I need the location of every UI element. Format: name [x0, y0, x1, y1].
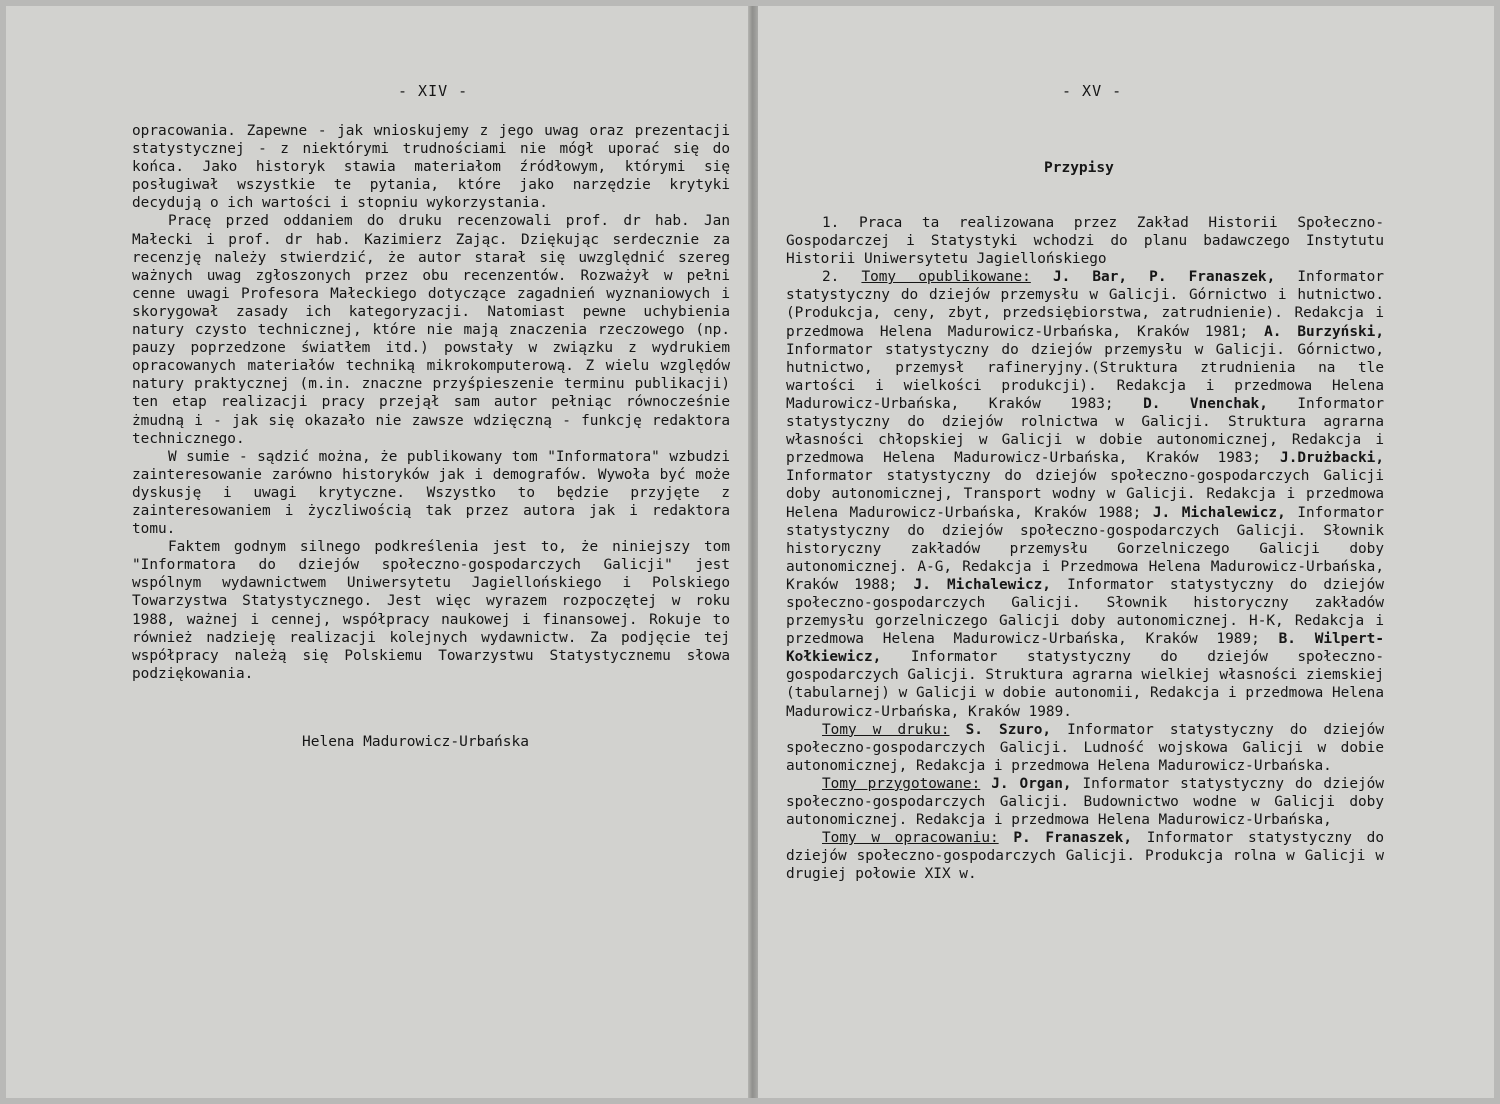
author: P. Franaszek,: [1013, 830, 1132, 847]
author: B. Wilpert-Kołkiewicz,: [786, 631, 1385, 666]
footnote-2: [786, 268, 1384, 720]
entry-text: Informator statystyczny do dziejów społeczno-gospodarczych Galicji. Struktura agrarna wielkiej własności ziemskiej (tabularnej) w Galicji w dobie autonomii, Redakcja i przedmowa Helena Madurowicz-Urbańska, Kraków 1989.: [786, 649, 1384, 720]
author: S. Szuro,: [965, 721, 1052, 738]
section-label-published: Tomy opublikowane:: [861, 269, 1031, 286]
left-page: [6, 6, 748, 1098]
author: J. Michalewicz,: [913, 576, 1051, 593]
signature: Helena Madurowicz-Urbańska: [302, 734, 529, 750]
entry-text: Informator statystyczny do dziejów przemysłu w Galicji. Górnictwo, hutnictwo, przemysł rafineryjny.(Struktura ztrudnienia na tle wartości i wielkości produkcji). Redakcja i przedmowa Helena Madurowicz-Urbańska, Kraków 1983;: [786, 341, 1384, 412]
footnote-1: 1. Praca ta realizowana przez Zakład Historii Społeczno-Gospodarczej i Statystyki wchodzi do planu badawczego Instytutu Historii Uniwersytetu Jagiellońskiego: [786, 215, 1384, 268]
paragraph: W sumie - sądzić można, że publikowany tom "Informatora" wzbudzi zainteresowanie zarówno historyków jak i demografów. Wywoła być może dyskusję i uwagi krytyczne. Wszystko to będzie przyjęte z zainteresowaniem i życzliwością tak przez autora jak i redaktora tomu.: [132, 448, 730, 538]
footnote-section-prepared: [786, 775, 1384, 829]
paragraph: Pracę przed oddaniem do druku recenzowali prof. dr hab. Jan Małecki i prof. dr hab. Kazimierz Zając. Dziękując serdecznie za recenzję należy stwierdzić, że autor starał się uwzględnić szereg ważnych uwag zgłoszonych przez obu recenzentów. Rozważył w pełni cenne uwagi Profesora Małeckiego dotyczące zagadnień wyznaniowych i skorygował zasady ich kategoryzacji. Natomiast pewne uchybienia natury czysto technicznej, które nie mają znaczenia rzeczowego (np. pauzy poprzedzone światłem itd.) powstały w związku z wydrukiem opracowanych materiałów techniką mikrokomputerową. Z wielu względów natury praktycznej (m.in. znaczne przyśpieszenie terminu publikacji) ten etap realizacji pracy przejął sam autor pełniąc równocześnie żmudną i - jak się okazało nie zawsze wdzięczną - funkcję redaktora technicznego.: [132, 213, 730, 447]
left-page-body: [132, 122, 730, 683]
footnote-section-in-print: [786, 721, 1384, 775]
paragraph: Faktem godnym silnego podkreślenia jest to, że niniejszy tom "Informatora do dziejów społeczno-gospodarczych Galicji" jest wspólnym wydawnictwem Uniwersytetu Jagiellońskiego i Polskiego Towarzystwa Statystycznego. Jest więc wyrazem rozpoczętej w roku 1988, ważnej i cennej, współpracy naukowej i finansowej. Rokuje to również nadzieję realizacji kolejnych wydawnictw. Za podjęcie tej współpracy należą się Polskiemu Towarzystwu Statystycznemu słowa podziękowania.: [132, 539, 730, 682]
author: J. Organ,: [991, 775, 1072, 792]
entry-text: Informator statystyczny do dziejów społeczno-gospodarczych Galicji doby autonomicznej, Transport wodny w Galicji. Redakcja i przedmowa Helena Madurowicz-Urbańska, Kraków 1988;: [786, 468, 1384, 521]
author: A. Burzyński,: [1264, 323, 1384, 340]
book-spread: [6, 6, 1494, 1098]
page-number: - XIV -: [398, 82, 469, 100]
entry-text: Informator statystyczny do dziejów społeczno-gospodarczych Galicji. Słownik historyczny zakładów przemysłu Gorzelniczego Galicji doby autonomicznej. A-G, Redakcja i Przedmowa Helena Madurowicz-Urbańska, Kraków 1988;: [786, 504, 1384, 593]
author: J.Drużbacki,: [1280, 450, 1384, 467]
section-label-prepared: Tomy przygotowane:: [822, 775, 981, 792]
author: D. Vnenchak,: [1143, 395, 1268, 412]
right-page: [758, 6, 1494, 1098]
entry-text: Informator statystyczny do dziejów rolnictwa w Galicji. Struktura agrarna własności chłopskiej w Galicji w dobie autonomicznej, Redakcja i przedmowa Helena Madurowicz-Urbańska, Kraków 1983;: [786, 395, 1384, 467]
author: J. Michalewicz,: [1152, 504, 1286, 521]
entry-text: Informator statystyczny do dziejów społeczno-gospodarczych Galicji. Słownik historyczny zakładów przemysłu gorzelniczego Galicji doby autonomicznej. H-K, Redakcja i przedmowa Helena Madurowicz-Urbańska, Kraków 1989;: [786, 576, 1385, 648]
section-label-in-work: Tomy w opracowaniu:: [822, 830, 999, 847]
page-number: - XV -: [1062, 82, 1123, 100]
entry-text: Informator statystyczny do dziejów przemysłu w Galicji. Górnictwo i hutnictwo.(Produkcja, ceny, zbyt, przedsiębiorstwa, zatrudnienie). Redakcja i przedmowa Helena Madurowicz-Urbańska, Kraków 1981;: [786, 269, 1384, 340]
section-label-in-print: Tomy w druku:: [822, 721, 950, 738]
footnotes-heading: Przypisy: [1044, 160, 1114, 176]
book-gutter: [748, 6, 758, 1098]
footnote-section-in-work: [786, 829, 1384, 883]
author: J. Bar, P. Franaszek,: [1052, 269, 1276, 286]
paragraph: opracowania. Zapewne - jak wnioskujemy z jego uwag oraz prezentacji statystycznej - z niektórymi trudnościami nie mógł uporać się do końca. Jako historyk stawia materiałom źródłowym, którymi się posługiwał wszystkie te pytania, które jako narzędzie krytyki decydują o ich wartości i stopniu wykorzystania.: [132, 123, 730, 212]
footnotes-body: [786, 214, 1384, 883]
entry-text: Informator statystyczny do dziejów społeczno-gospodarczych Galicji. Produkcja rolna w Galicji w drugiej połowie XIX w.: [786, 830, 1384, 883]
entry-text: Informator statystyczny do dziejów społeczno-gospodarczych Galicji. Budownictwo wodne w Galicji doby autonomicznej. Redakcja i przedmowa Helena Madurowicz-Urbańska,: [786, 775, 1385, 829]
footnote-number: 2.: [822, 269, 862, 286]
entry-text: Informator statystyczny do dziejów społeczno-gospodarczych Galicji. Ludność wojskowa Galicji w dobie autonomicznej, Redakcja i przedmowa Helena Madurowicz-Urbańska.: [786, 721, 1385, 774]
